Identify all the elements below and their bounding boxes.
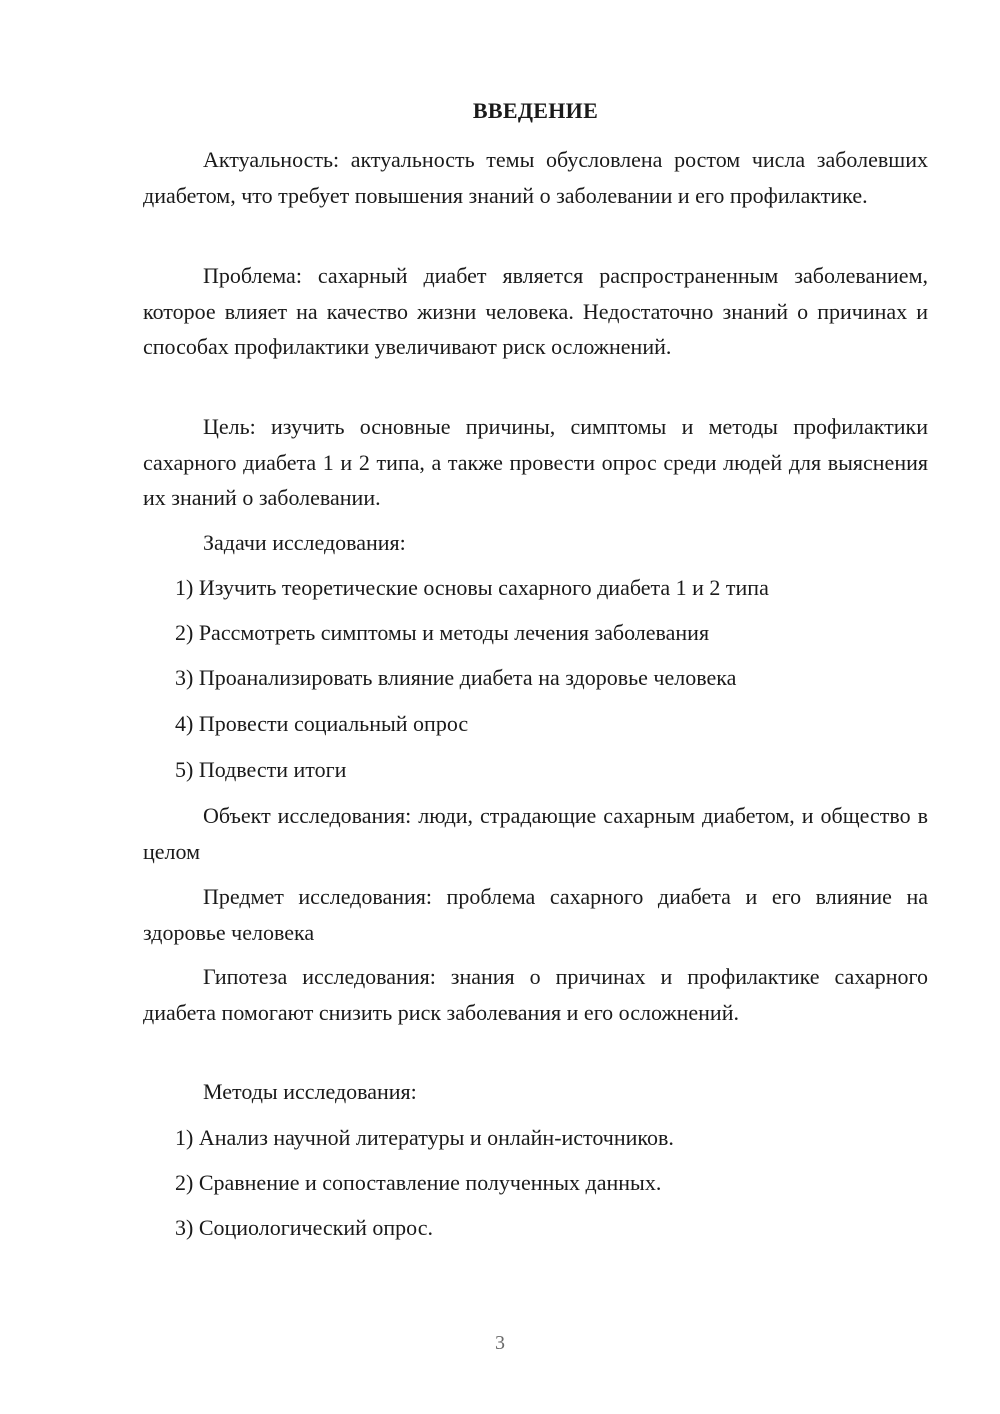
goal-paragraph: Цель: изучить основные причины, симптомы и методы профилактики сахарного диабета 1 и 2 типа, а также провести опрос среди людей для выяснения их знаний о заболевании. xyxy=(143,414,928,510)
method-item: 1) Анализ научной литературы и онлайн-источников. xyxy=(175,1125,674,1150)
task-item: 1) Изучить теоретические основы сахарного диабета 1 и 2 типа xyxy=(175,575,769,600)
page-number: 3 xyxy=(495,1332,505,1354)
task-item: 3) Проанализировать влияние диабета на здоровье человека xyxy=(175,665,737,690)
relevance-paragraph: Актуальность: актуальность темы обусловлена ростом числа заболевших диабетом, что требует повышения знаний о заболевании и его профилактике. xyxy=(143,147,928,208)
subject-paragraph: Предмет исследования: проблема сахарного диабета и его влияние на здоровье человека xyxy=(143,884,928,945)
tasks-heading: Задачи исследования: xyxy=(203,530,406,555)
method-item: 2) Сравнение и сопоставление полученных данных. xyxy=(175,1170,662,1195)
task-item: 2) Рассмотреть симптомы и методы лечения заболевания xyxy=(175,620,710,645)
object-paragraph: Объект исследования: люди, страдающие сахарным диабетом, и общество в целом xyxy=(143,803,928,864)
hypothesis-paragraph: Гипотеза исследования: знания о причинах и профилактике сахарного диабета помогают снизить риск заболевания и его осложнений. xyxy=(143,964,928,1025)
task-item: 4) Провести социальный опрос xyxy=(175,711,469,736)
section-title: ВВЕДЕНИЕ xyxy=(472,98,599,123)
problem-paragraph: Проблема: сахарный диабет является распространенным заболеванием, которое влияет на качество жизни человека. Недостаточно знаний о причинах и способах профилактики увеличивают риск осложнений. xyxy=(143,263,928,359)
task-item: 5) Подвести итоги xyxy=(175,757,347,782)
method-item: 3) Социологический опрос. xyxy=(175,1215,433,1240)
methods-heading: Методы исследования: xyxy=(203,1079,417,1104)
